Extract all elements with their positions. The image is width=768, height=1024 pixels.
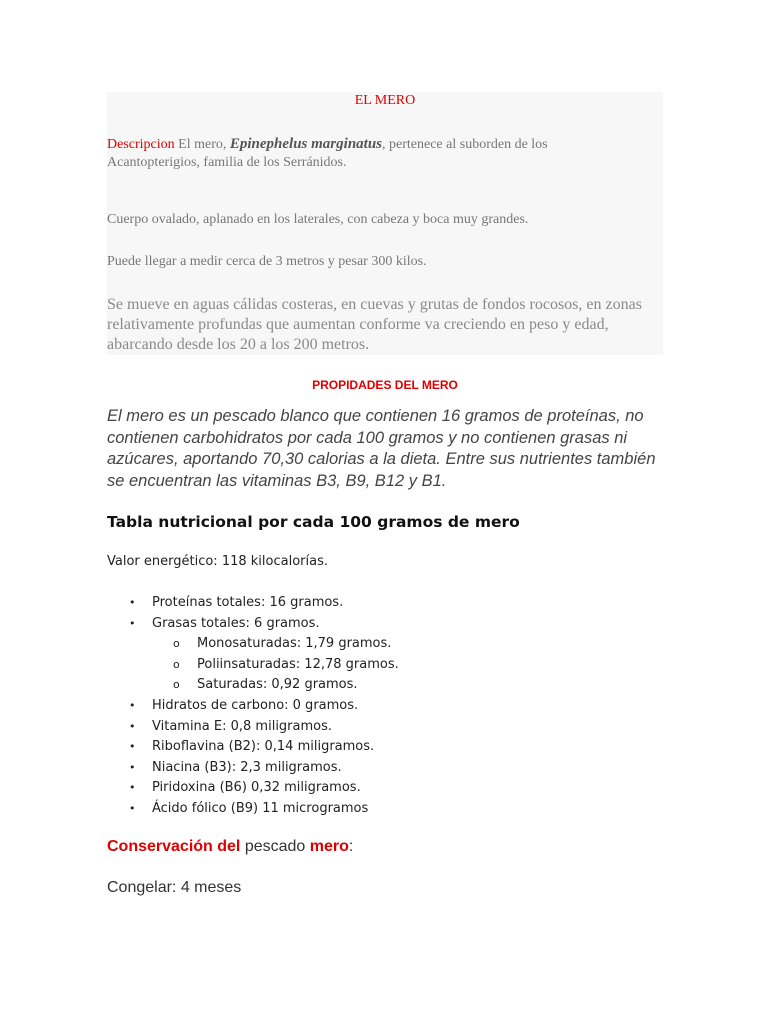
freeze-duration: Congelar: 4 meses xyxy=(107,879,242,896)
nutrient-subitem xyxy=(107,655,663,676)
nutrient-text: Riboflavina (B2): 0,14 miligramos. xyxy=(152,739,375,755)
properties-paragraph: El mero es un pescado blanco que contienen 16 gramos de proteínas, no contienen carbohidratos por cada 100 gramos y no contienen grasas ni azúcares, aportando 70,30 calorias a la dieta. Entre sus nutrientes también se encuentran las vitaminas B3, B9, B12 y B1. xyxy=(107,407,656,490)
nutrient-item xyxy=(107,696,663,717)
bullet-icon: • xyxy=(129,801,136,815)
description-label: Descripcion xyxy=(107,137,175,152)
habitat-paragraph: Se mueve en aguas cálidas costeras, en cuevas y grutas de fondos rocosos, en zonas relativamente profundas que aumentan conforme va creciendo en peso y edad, abarcando desde los 20 a los 200 metros. xyxy=(107,296,642,353)
circle-bullet-icon: o xyxy=(173,637,180,651)
conservation-part4: : xyxy=(348,838,354,855)
description-text-before: El mero, xyxy=(174,137,230,152)
conservation-heading xyxy=(107,838,663,856)
nutrient-list xyxy=(107,593,663,820)
document-title: EL MERO xyxy=(354,93,416,108)
nutrient-item xyxy=(107,593,663,614)
nutrient-text: Hidratos de carbono: 0 gramos. xyxy=(152,697,359,713)
nutrient-item xyxy=(107,614,663,635)
bullet-icon: • xyxy=(129,719,136,733)
nutrient-text: Piridoxina (B6) 0,32 miligramos. xyxy=(152,780,361,796)
description-paragraph xyxy=(107,135,607,172)
nutrient-text: Monosaturadas: 1,79 gramos. xyxy=(197,636,392,652)
body-shape-paragraph: Cuerpo ovalado, aplanado en los laterales, con cabeza y boca muy grandes. xyxy=(107,212,529,227)
nutrition-table-heading: Tabla nutricional por cada 100 gramos de mero xyxy=(107,513,520,531)
circle-bullet-icon: o xyxy=(173,678,180,692)
bullet-icon: • xyxy=(129,781,136,795)
nutrient-text: Grasas totales: 6 gramos. xyxy=(152,615,320,631)
nutrient-text: Saturadas: 0,92 gramos. xyxy=(197,677,358,693)
bullet-icon: • xyxy=(129,698,136,712)
bullet-icon: • xyxy=(129,760,136,774)
body-size-paragraph: Puede llegar a medir cerca de 3 metros y pesar 300 kilos. xyxy=(107,254,427,269)
properties-heading: PROPIDADES DEL MERO xyxy=(312,378,458,392)
nutrient-text: Proteínas totales: 16 gramos. xyxy=(152,595,344,610)
conservation-part2: pescado xyxy=(240,838,310,855)
bullet-icon: • xyxy=(129,740,136,754)
nutrient-item xyxy=(107,758,663,779)
nutrient-item xyxy=(107,799,663,820)
nutrient-subitem xyxy=(107,675,663,696)
nutrient-text: Niacina (B3): 2,3 miligramos. xyxy=(152,759,342,775)
nutrient-text: Vitamina E: 0,8 miligramos. xyxy=(152,718,333,734)
conservation-part1: Conservación del xyxy=(107,838,241,855)
description-text-after: , pertenece al suborden de los Acantopterigios, familia de los Serránidos. xyxy=(107,137,548,170)
conservation-part3: mero xyxy=(309,838,349,855)
scientific-name: Epinephelus marginatus xyxy=(229,136,383,152)
nutrient-item xyxy=(107,778,663,799)
bullet-icon: • xyxy=(129,596,136,609)
nutrient-subitem xyxy=(107,634,663,655)
nutrient-item xyxy=(107,737,663,758)
circle-bullet-icon: o xyxy=(173,657,180,671)
nutrient-text: Poliinsaturadas: 12,78 gramos. xyxy=(197,656,399,672)
energy-value: Valor energético: 118 kilocalorías. xyxy=(107,554,328,569)
bullet-icon: • xyxy=(129,616,136,630)
nutrient-item xyxy=(107,717,663,738)
nutrient-text: Ácido fólico (B9) 11 microgramos xyxy=(152,800,369,816)
